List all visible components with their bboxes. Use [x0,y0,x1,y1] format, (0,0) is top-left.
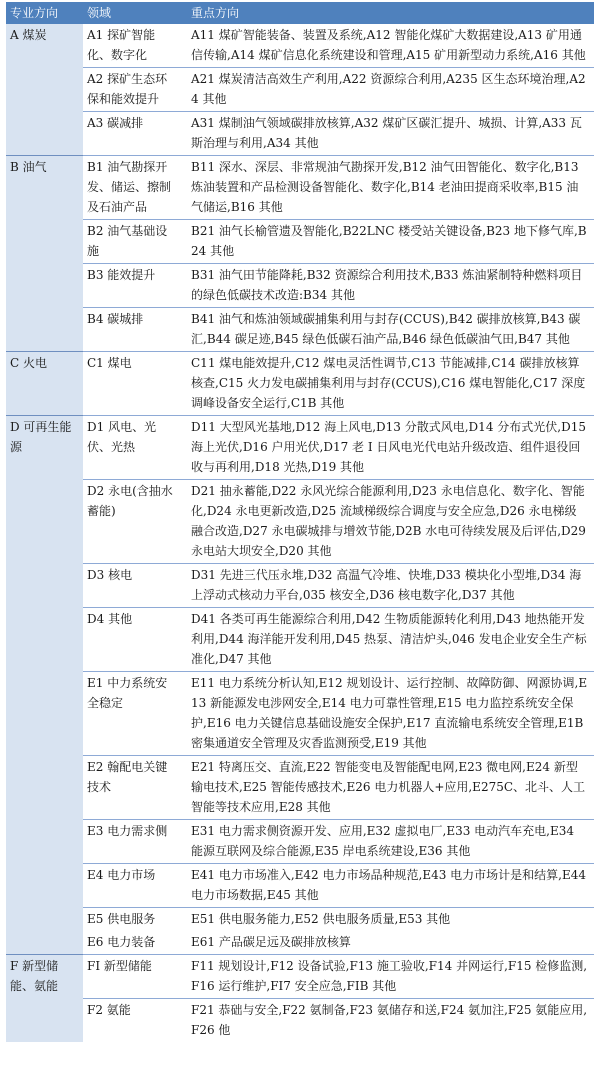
category-cell [6,24,83,156]
focus-d2: D21 抽永蓄能,D22 永风光综合能源利用,D23 永电信息化、数字化、智能化,D24 永电更新改造,D25 流域梯级综合调度与安全应急,D26 永电梯级融合改造,D27 永电碳城排与增效节能,D2B 水电可待续发展及后评估,D29 永电站大坝安全,D20 其他 [191,484,586,558]
field-f1: FI 新型储能 [87,959,152,973]
field-b1: B1 油气勘探开发、储运、擦制及石油产品 [87,160,172,214]
field-a3: A3 碳减排 [87,116,144,130]
table-header-row [6,2,594,24]
field-f2: F2 氨能 [87,1003,131,1017]
table-row [6,564,594,608]
field-d4: D4 其他 [87,612,133,626]
table-row [6,820,594,864]
category-storage-ammonia: F 新型储能、氨能 [10,959,59,993]
category-oil-gas: B 油气 [10,160,47,174]
table-row [6,608,594,672]
focus-d1: D11 大型风光基地,D12 海上风电,D13 分散式风电,D14 分布式光伏,D15 海上光伏,D16 户用光伏,D17 老 I 日风电光代电站升级改造、组件退役回收与再利用,D18 光热,D19 其他 [191,420,586,474]
focus-d4: D41 各类可再生能源综合利用,D42 生物质能源转化利用,D43 地热能开发利用,D44 海洋能开发利用,D45 热泵、清洁炉头,046 发电企业安全生产标准化,D47 其他 [191,612,587,666]
category-coal: A 煤炭 [10,28,47,42]
field-d2: D2 永电(含抽水蓄能) [87,484,173,518]
table-row [6,416,594,480]
focus-e4: E41 电力市场准入,E42 电力市场品种规范,E43 电力市场计是和结算,E44 电力市场数据,E45 其他 [191,868,587,902]
field-e1: E1 中力系统安全稳定 [87,676,168,710]
header-focus: 重点方向 [187,2,594,24]
category-thermal: C 火电 [10,356,47,370]
field-e2: E2 翰配电关键技术 [87,760,168,794]
focus-f1: F11 规划设计,F12 设备试验,F13 施工验收,F14 并网运行,F15 检修监测,F16 运行维护,FI7 安全应急,FIB 其他 [191,959,588,993]
focus-f2: F21 恭础与安全,F22 氨制备,F23 氨储存和送,F24 氨加注,F25 氨能应用,F26 他 [191,1003,588,1037]
field-a2: A2 探矿生态环保和能效提升 [87,72,168,106]
focus-e5: E51 供电服务能力,E52 供电服务质量,E53 其他 [191,912,451,926]
focus-e1: E11 电力系统分析认知,E12 规划设计、运行控制、故障防御、网源协调,E13 新能源发电涉网安全,E14 电力可靠性管理,E15 电力监控系统安全保护,E16 电力关键信息基础设施安全保护,E17 直流输电系统安全管理,E1B 密集通道安全管理及灾香监测预受,E19 其他 [191,676,588,750]
table-row [6,864,594,908]
category-cell [6,955,83,1043]
field-d1: D1 风电、光伏、光热 [87,420,157,454]
table-row [6,24,594,68]
category-renewable: D 可再生能源 [10,420,72,454]
focus-e6: E61 产品碳足远及碳排放核算 [191,935,351,949]
table-row [6,756,594,820]
focus-b1: B11 深水、深层、非常规油气勘探开发,B12 油气田智能化、数字化,B13 炼油装置和产品检测设备智能化、数字化,B14 老油田提商采收率,B15 油气储运,B16 其他 [191,160,579,214]
focus-b2: B21 油气长榆管遗及智能化,B22LNC 楼受站关键设备,B23 地下修气库,B24 其他 [191,224,587,258]
table-row [6,672,594,756]
table-row [6,308,594,352]
focus-c1: C11 煤电能效提升,C12 煤电灵活性调节,C13 节能减排,C14 碳排放核算核查,C15 火力发电碳捕集利用与封存(CCUS),C16 煤电智能化,C17 深度调峰设备安全运行,C1B 其他 [191,356,586,410]
field-e3: E3 电力需求侧 [87,824,168,838]
header-specialty: 专业方向 [6,2,83,24]
field-a1: A1 探矿智能化、数字化 [87,28,156,62]
table-row [6,999,594,1043]
field-e6: E6 电力装备 [87,935,156,949]
focus-a2: A21 煤炭清洁高效生产利用,A22 资源综合利用,A235 区生态环境治理,A24 其他 [191,72,586,106]
field-b2: B2 油气基础设施 [87,224,168,258]
category-cell [6,156,83,352]
table-row [6,156,594,220]
table-row [6,112,594,156]
table-row [6,931,594,955]
focus-e2: E21 特离压交、直流,E22 智能变电及智能配电网,E23 微电网,E24 新型输电技术,E25 智能传感技术,E26 电力机器人+应用,E275C、北斗、人工智能等技术应用,E28 其他 [191,760,586,814]
header-field: 领域 [83,2,187,24]
field-b3: B3 能效提升 [87,268,156,282]
table-row [6,264,594,308]
field-c1: C1 煤电 [87,356,132,370]
field-e5: E5 供电服务 [87,912,156,926]
focus-a3: A31 煤制油气领域碳排放核算,A32 煤矿区碳汇提升、城损、计算,A33 瓦斯治理与利用,A34 其他 [191,116,582,150]
category-cell [6,416,83,955]
table-row [6,908,594,932]
table-row [6,68,594,112]
focus-a1: A11 煤矿智能装备、装置及系统,A12 智能化煤矿大数据建设,A13 矿用通信传输,A14 煤矿信息化系统建设和管理,A15 矿用新型动力系统,A16 其他 [191,28,586,62]
focus-b3: B31 油气田节能降耗,B32 资源综合利用技术,B33 炼油紧制特种燃料项目的绿色低碳技术改造:B34 其他 [191,268,583,302]
focus-e3: E31 电力需求侧资源开发、应用,E32 虚拟电厂,E33 电动汽车充电,E34 能源互联网及综合能源,E35 岸电系统建设,E36 其他 [191,824,575,858]
focus-d3: D31 先进三代压永堆,D32 高温气冷堆、快堆,D33 模块化小型堆,D34 海上浮动式核动力平台,035 核安全,D36 核电数字化,D37 其他 [191,568,582,602]
table-row [6,220,594,264]
category-cell [6,352,83,416]
field-b4: B4 碳城排 [87,312,144,326]
field-e4: E4 电力市场 [87,868,156,882]
table-row [6,480,594,564]
table-row [6,352,594,416]
focus-b4: B41 油气和炼油领域碳捕集利用与封存(CCUS),B42 碳排放核算,B43 碳汇,B44 碳足迹,B45 绿色低碳石油产品,B46 绿色低碳油气田,B47 其他 [191,312,581,346]
field-d3: D3 核电 [87,568,133,582]
table-row [6,955,594,999]
focus-areas-table [6,2,594,1042]
